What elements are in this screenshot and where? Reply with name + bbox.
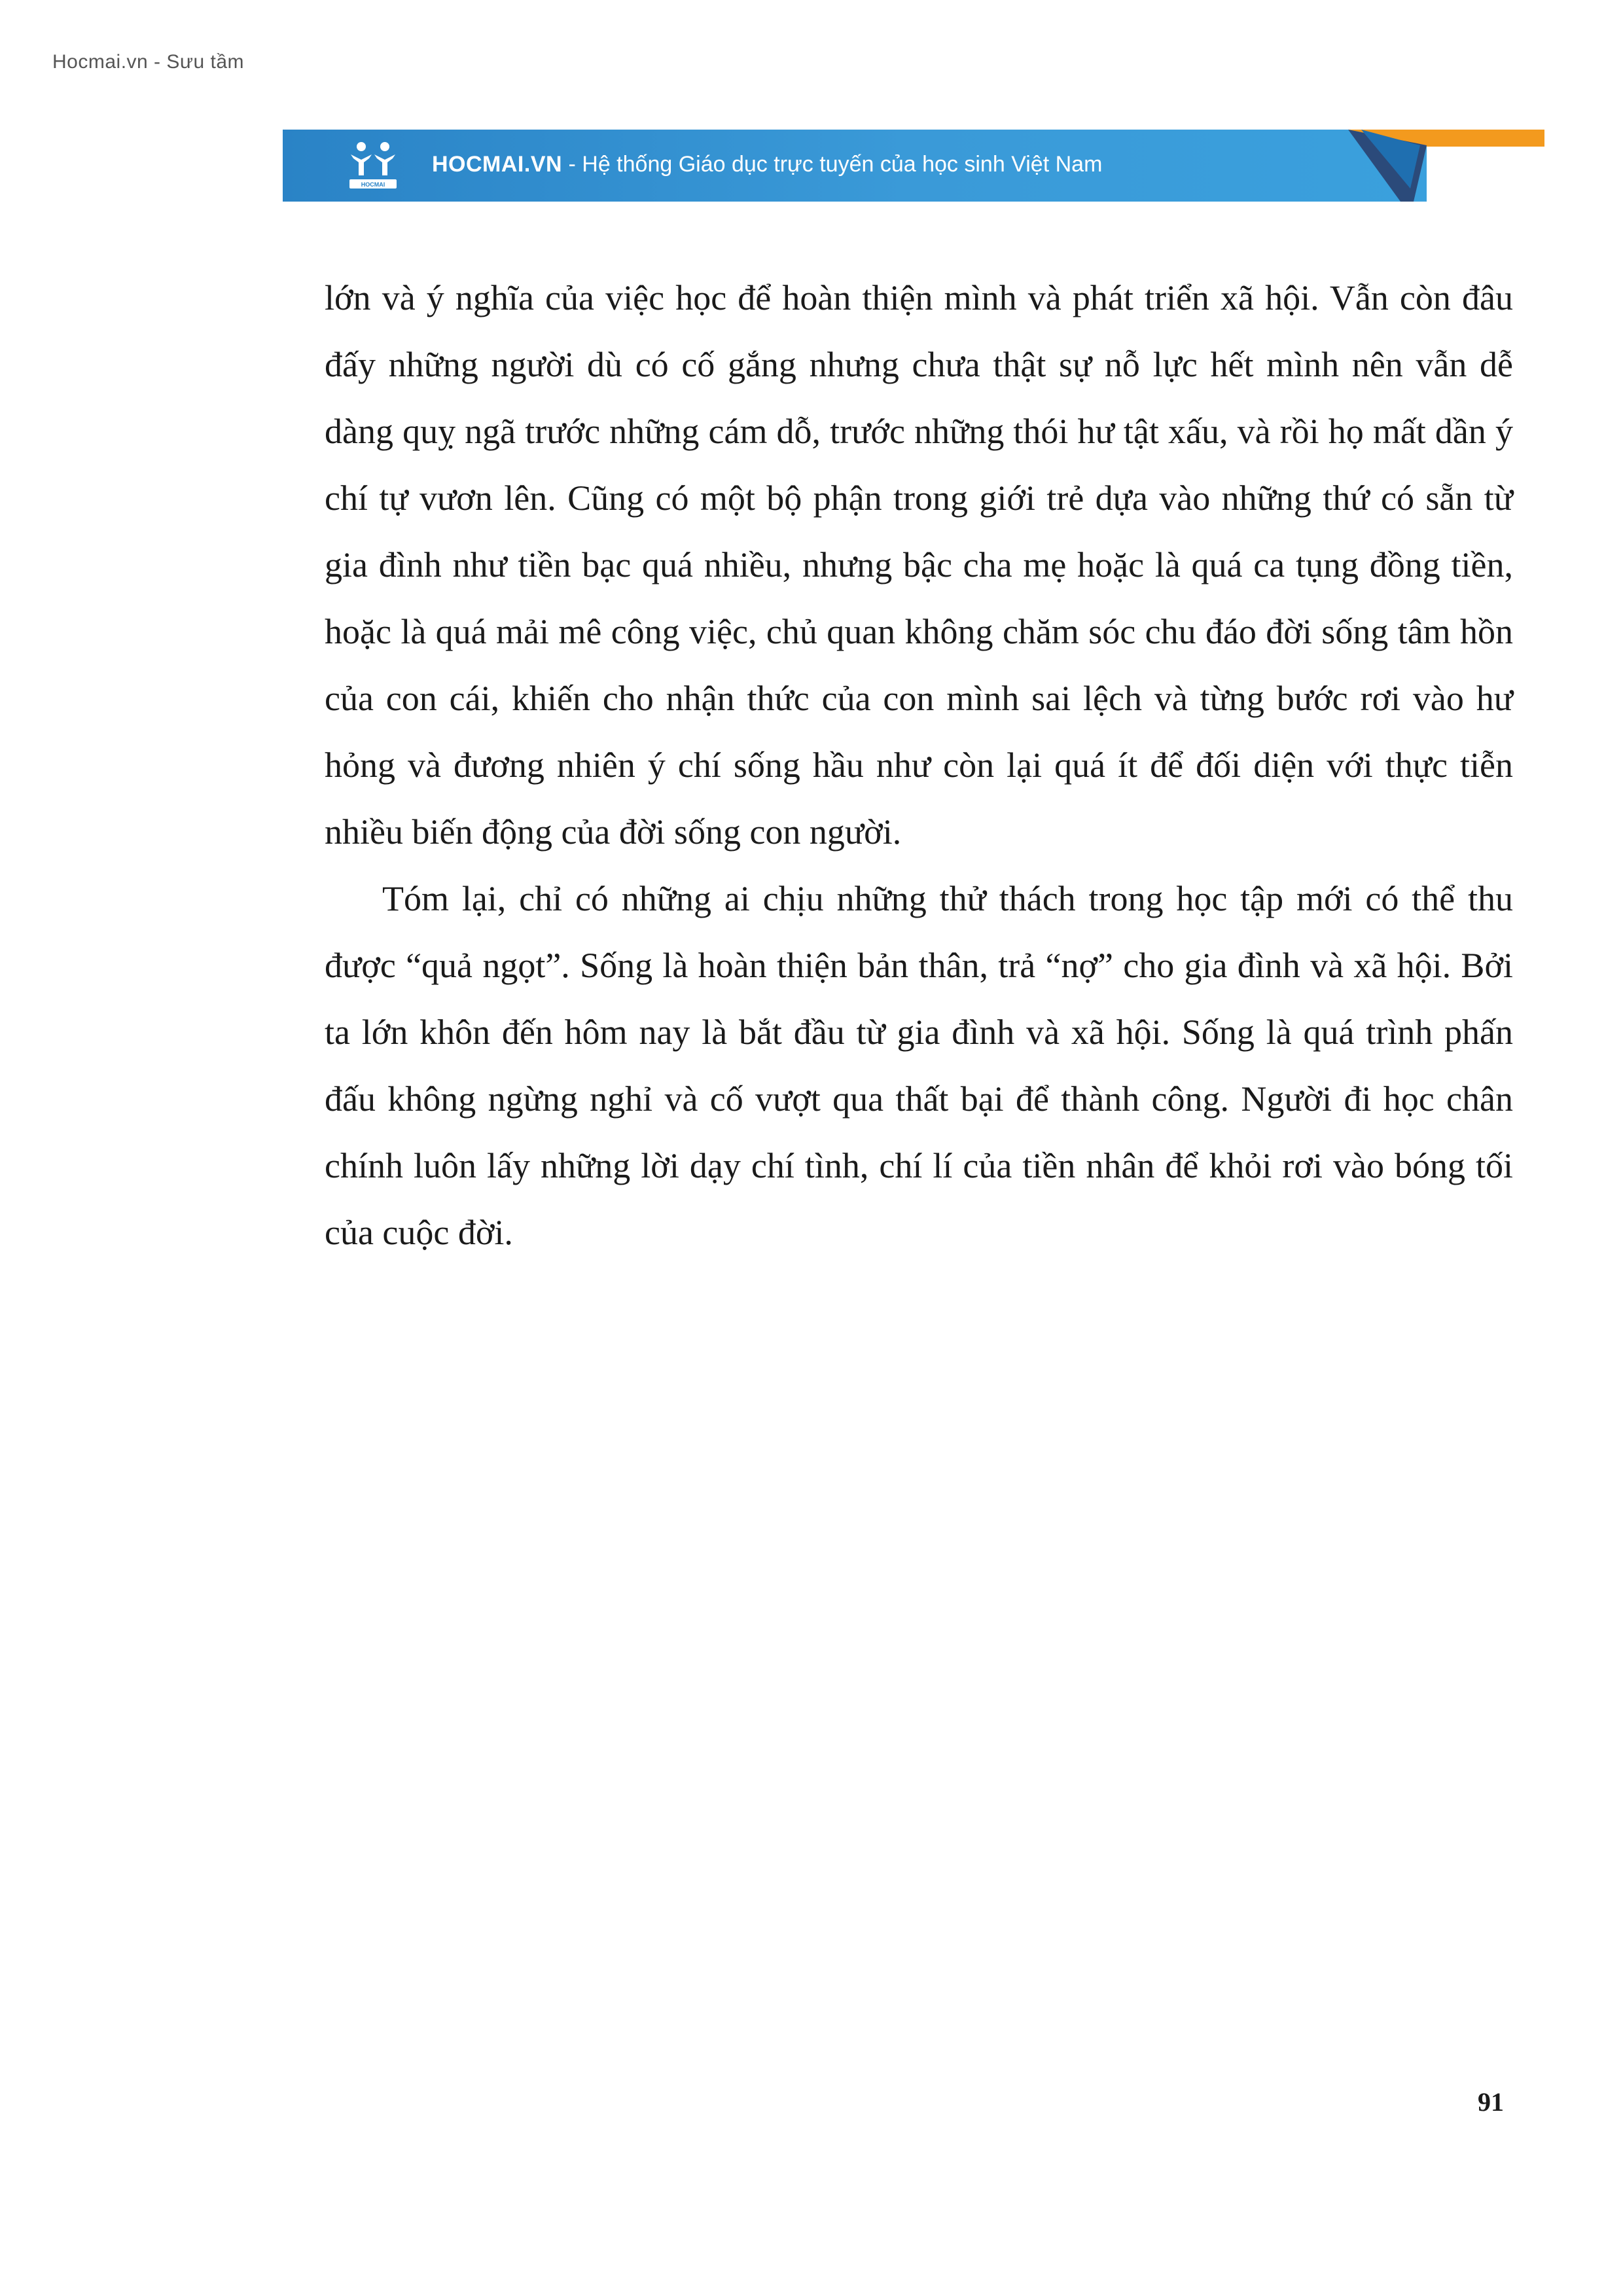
- banner-tagline: - Hệ thống Giáo dục trực tuyến của học sinh Việt Nam: [562, 152, 1103, 177]
- banner-title: [432, 152, 1102, 177]
- logo-text: HOCMAI: [361, 181, 385, 188]
- banner-accent-shape: [1348, 130, 1544, 203]
- document-body: [325, 264, 1513, 1266]
- source-note: Hocmai.vn - Sưu tầm: [52, 51, 244, 73]
- brand-name: HOCMAI.VN: [432, 152, 563, 177]
- page-number: 91: [1478, 2087, 1504, 2117]
- hocmai-logo: [347, 140, 399, 191]
- paragraph-2: Tóm lại, chỉ có những ai chịu những thử thách trong học tập mới có thể thu được “quả ngọt”. Sống là hoàn thiện bản thân, trả “nợ” cho gia đình và xã hội. Bởi ta lớn khôn đến hôm nay là bắt đầu từ gia đình và xã hội. Sống là quá trình phấn đấu không ngừng nghỉ và cố vượt qua thất bại để thành công. Người đi học chân chính luôn lấy những lời dạy chí tình, chí lí của tiền nhân để khỏi rơi vào bóng tối của cuộc đời.: [325, 879, 1513, 1252]
- paragraph-1: lớn và ý nghĩa của việc học để hoàn thiện mình và phát triển xã hội. Vẫn còn đâu đấy những người dù có cố gắng nhưng chưa thật sự nỗ lực hết mình nên vẫn dễ dàng quỵ ngã trước những cám dỗ, trước những thói hư tật xấu, và rồi họ mất dần ý chí tự vươn lên. Cũng có một bộ phận trong giới trẻ dựa vào những thứ có sẵn từ gia đình như tiền bạc quá nhiều, nhưng bậc cha mẹ hoặc là quá ca tụng đồng tiền, hoặc là quá mải mê công việc, chủ quan không chăm sóc chu đáo đời sống tâm hồn của con cái, khiến cho nhận thức của con mình sai lệch và từng bước rơi vào hư hỏng và đương nhiên ý chí sống hầu như còn lại quá ít để đối diện với thực tiễn nhiều biến động của đời sống con người.: [325, 278, 1513, 852]
